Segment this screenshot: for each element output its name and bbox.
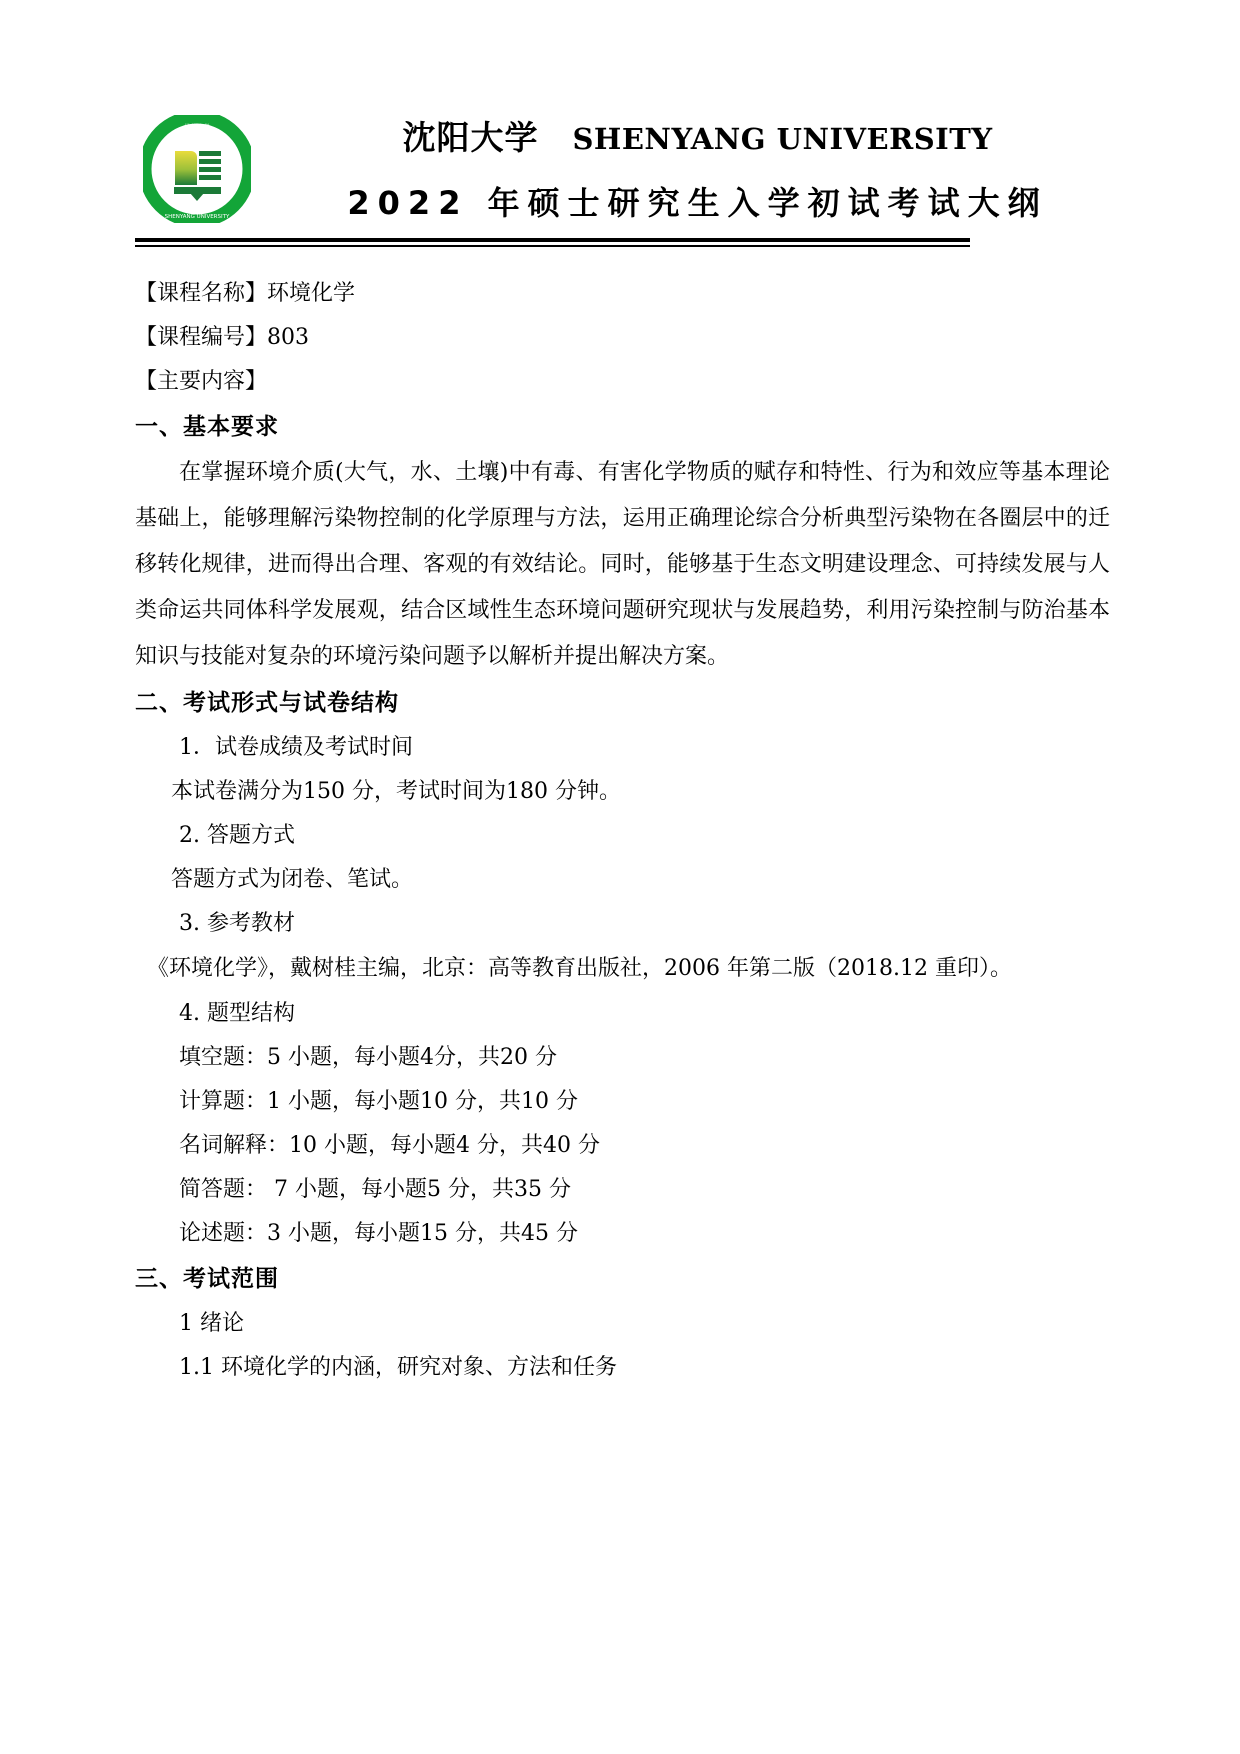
exam-item-1-body: 本试卷满分为150 分，考试时间为180 分钟。: [171, 779, 621, 804]
header-title-line: [285, 118, 1110, 158]
question-type-3: 名词解释：10 小题，每小题4 分，共40 分: [179, 1133, 600, 1158]
exam-item-2-body: 答题方式为闭卷、笔试。: [171, 867, 414, 892]
exam-item-3-label: 3. 参考教材: [179, 911, 295, 936]
question-type-2: 计算题：1 小题，每小题10 分，共10 分: [179, 1089, 578, 1114]
section-1-paragraph: 在掌握环境介质(大气，水、土壤)中有毒、有害化学物质的赋存和特性、行为和效应等基本理论基础上，能够理解污染物控制的化学原理与方法，运用正确理论综合分析典型污染物在各圈层中的迁移转化规律，进而得出合理、客观的有效结论。同时，能够基于生态文明建设理念、可持续发展与人类命运共同体科学发展观，结合区域性生态环境问题研究现状与发展趋势，利用污染控制与防治基本知识与技能对复杂的环境污染问题予以解析并提出解决方案。: [135, 460, 1110, 669]
field-course-name: 【课程名称】环境化学: [135, 281, 356, 306]
university-name-en: SHENYANG UNIVERSITY: [572, 122, 993, 156]
university-logo: [143, 115, 251, 223]
question-type-4: 简答题： 7 小题，每小题5 分，共35 分: [179, 1177, 571, 1202]
university-name-cn: 沈阳大学: [402, 118, 539, 157]
svg-text:辽 博 大 学: 辽 博 大 学: [184, 124, 210, 130]
exam-item-2-label: 2. 答题方式: [179, 823, 295, 848]
section-heading-3: 三、考试范围: [135, 1266, 279, 1292]
field-course-code: 【课程编号】803: [135, 325, 309, 350]
svg-text:SHENYANG UNIVERSITY: SHENYANG UNIVERSITY: [164, 214, 230, 220]
section-heading-2: 二、考试形式与试卷结构: [135, 690, 399, 716]
exam-item-3-body: 《环境化学》，戴树桂主编，北京：高等教育出版社，2006 年第二版（2018.12 重印）。: [147, 956, 1012, 981]
document-header: [135, 100, 1110, 240]
question-type-5: 论述题：3 小题，每小题15 分，共45 分: [179, 1221, 578, 1246]
document-subtitle: 2022 年硕士研究生入学初试考试大纲: [347, 183, 1048, 222]
header-titles: [285, 118, 1110, 224]
exam-item-1-label: 1．试卷成绩及考试时间: [179, 735, 413, 760]
question-type-1: 填空题：5 小题，每小题4分，共20 分: [179, 1045, 557, 1070]
field-main-content: 【主要内容】: [135, 369, 268, 394]
outline-item-1-1: 1.1 环境化学的内涵，研究对象、方法和任务: [179, 1355, 617, 1380]
exam-item-4-label: 4. 题型结构: [179, 1001, 295, 1026]
header-divider: [135, 238, 970, 247]
section-heading-1: 一、基本要求: [135, 414, 279, 440]
outline-item-1: 1 绪论: [179, 1311, 244, 1336]
document-body: [135, 272, 1110, 1390]
